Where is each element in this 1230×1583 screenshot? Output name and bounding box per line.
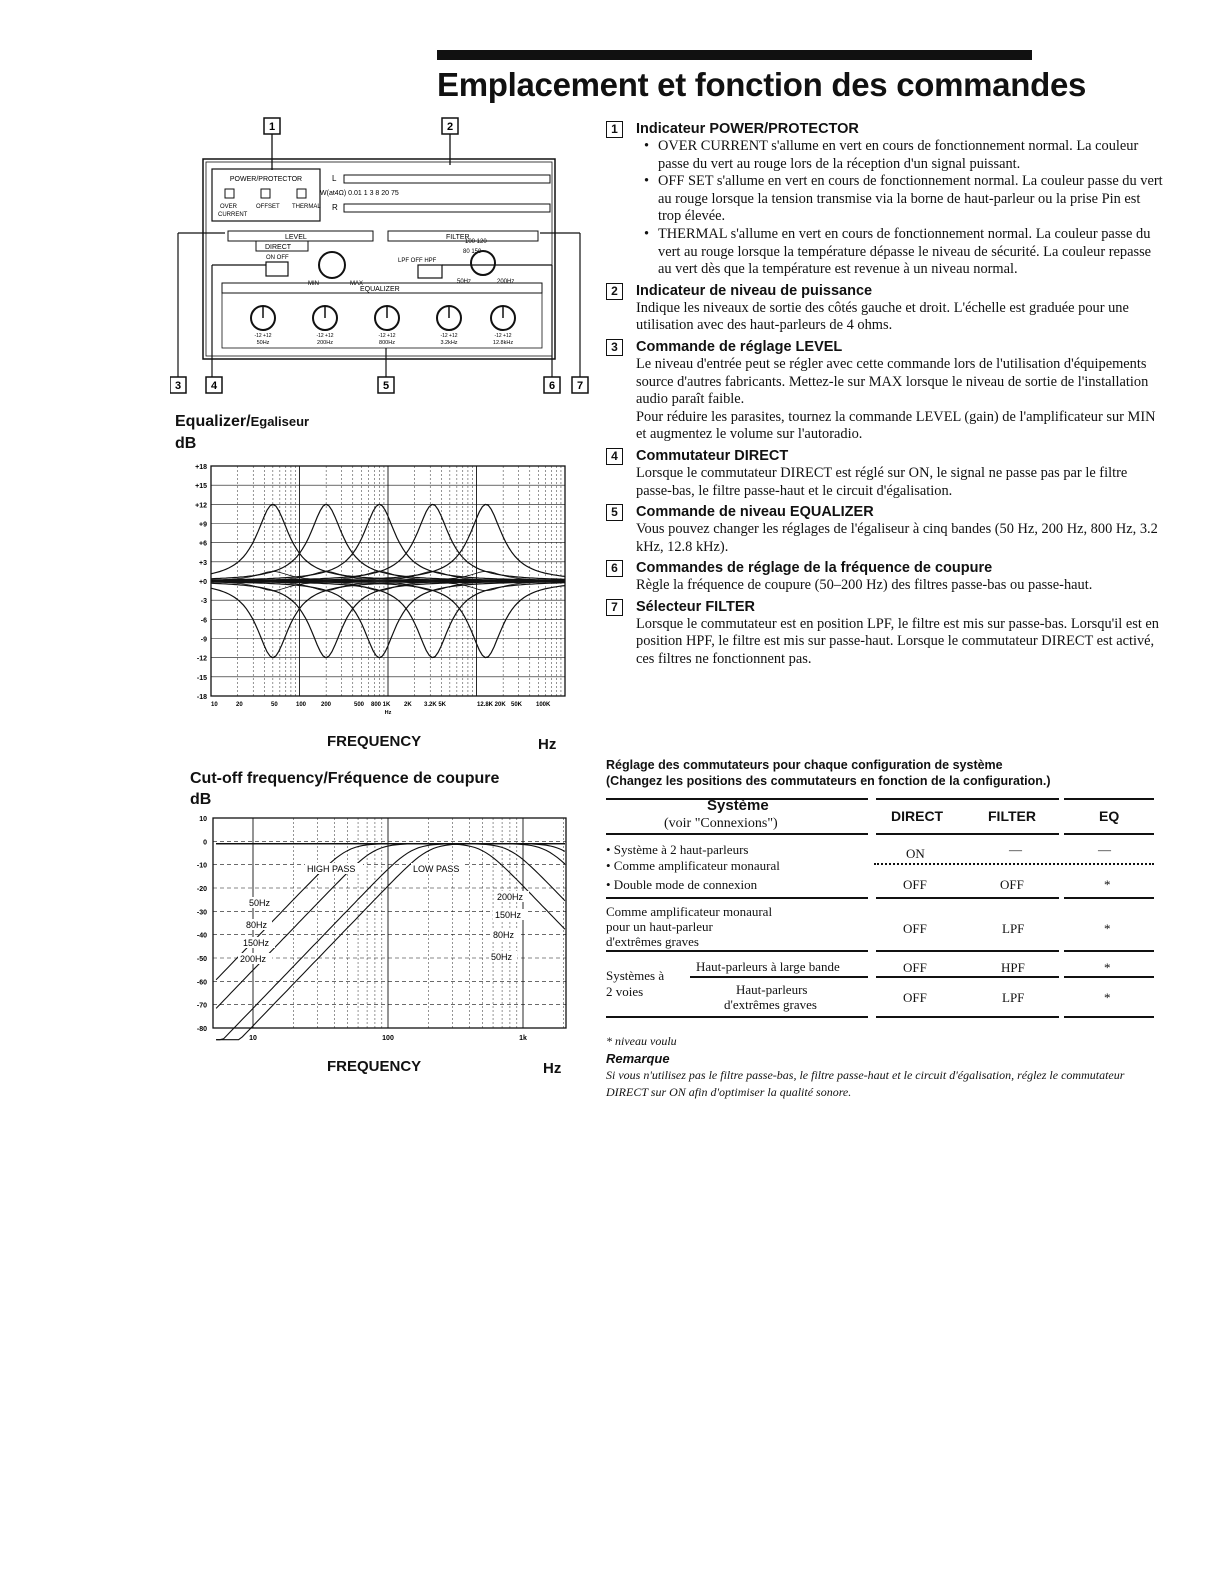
list-item: • OFF SET s'allume en vert en cours de fonctionnement normal. La couleur passe du vert au rouge lorsque la tension transmise via la borne de haut-parleur ou la prise Pin est trop élevée. — [658, 173, 1166, 226]
eq-range-label: -12 +12 — [316, 333, 334, 339]
eq-band-label: 200Hz — [317, 340, 333, 346]
cell-direct: OFF — [903, 990, 927, 1005]
section-text: Vous pouvez changer les réglages de l'égaliseur à cinq bandes (50 Hz, 200 Hz, 800 Hz, 3.2 kHz, 12.8 kHz). — [636, 521, 1158, 555]
eq-ytick: +12 — [195, 502, 207, 510]
section-heading: Commande de niveau EQUALIZER — [636, 504, 874, 521]
eq-ytick: +15 — [195, 483, 207, 491]
eq-ytick: +0 — [199, 579, 207, 586]
col-system: Système — [707, 797, 769, 814]
svg-text:4: 4 — [210, 380, 218, 392]
cut-ytick: -70 — [196, 1002, 207, 1010]
cell-direct: OFF — [903, 877, 927, 892]
table-row: • Comme amplificateur monaural — [606, 858, 780, 873]
table-row: • Système à 2 haut-parleurs — [606, 842, 749, 857]
eq-xtick: 200 — [321, 702, 332, 708]
table-row: pour un haut-parleur — [606, 919, 713, 934]
svg-text:ON OFF: ON OFF — [266, 255, 289, 261]
section-number: 6 — [606, 560, 623, 577]
cell-eq: * — [1104, 921, 1111, 936]
cell-filter: OFF — [1000, 877, 1024, 892]
eq-xtick: 20 — [236, 702, 243, 708]
section-text: Lorsque le commutateur DIRECT est réglé sur ON, le signal ne passe pas par le filtre passe-bas, le filtre passe-haut et le circuit d'égalisation. — [636, 464, 1128, 499]
list-item: • OVER CURRENT s'allume en vert en cours de fonctionnement normal. La couleur passe du vert au rouge lors de la réception d'un signal puissant. — [658, 138, 1166, 173]
section-text: Pour réduire les parasites, tournez la commande LEVEL (gain) de l'amplificateur sur MIN et augmentez le volume sur l'autoradio. — [636, 408, 1156, 443]
section-text: Indique les niveaux de sortie des côtés gauche et droit. L'échelle est graduée pour une utilisation avec des haut-parleurs de 4 ohms. — [636, 299, 1129, 334]
svg-text:1: 1 — [268, 121, 276, 133]
section-heading: Commutateur DIRECT — [636, 447, 789, 464]
eq-range-label: -12 +12 — [378, 333, 396, 339]
hp-freq-label: 200Hz — [240, 954, 267, 964]
section-text: Lorsque le commutateur est en position LPF, le filtre est mis sur passe-bas. Lorsqu'il est en position HPF, le filtre est mis sur passe-haut. Lorsque le commutateur DIRECT est activé, ces filtres ne fonctionnent pas. — [636, 615, 1160, 668]
eq-ytick: +9 — [199, 521, 207, 529]
eq-band-label: 12.8kHz — [492, 340, 514, 346]
eq-xtick: 100 — [296, 702, 307, 708]
cell-filter: HPF — [1001, 960, 1025, 975]
cell-eq: * — [1104, 877, 1111, 892]
eq-band-label: 3.2kHz — [440, 340, 458, 346]
col-direct: DIRECT — [891, 808, 944, 824]
cut-graph — [185, 808, 585, 1048]
table-row: d'extrêmes graves — [606, 934, 699, 949]
eq-graph-xlabel: FREQUENCY — [327, 733, 422, 750]
svg-text:CURRENT: CURRENT — [218, 212, 248, 218]
eq-xtick: 800 1K — [371, 702, 391, 708]
table-row: Systèmes à — [606, 968, 665, 983]
eq-range-label: -12 +12 — [440, 333, 458, 339]
svg-text:FILTER: FILTER — [446, 234, 470, 241]
svg-text:100 120: 100 120 — [465, 239, 487, 245]
svg-text:W(at4Ω) 0.01 1 3 8 20: W(at4Ω) 0.01 1 3 8 20 75 — [320, 190, 399, 197]
eq-band-label: 800Hz — [379, 340, 395, 346]
eq-graph-svg — [175, 458, 575, 758]
section-number: 5 — [606, 504, 623, 521]
cut-xtick: 100 — [382, 1035, 394, 1042]
cell-filter: — — [1009, 842, 1022, 857]
table-row: • Double mode de connexion — [606, 877, 758, 892]
cut-graph-xlabel: FREQUENCY — [327, 1058, 422, 1075]
cut-graph-svg — [185, 808, 585, 1048]
section-equalizer-level — [606, 503, 1166, 556]
cell-eq: — — [1098, 842, 1111, 857]
table-row: d'extrêmes graves — [724, 997, 817, 1012]
eq-xtick: 50 — [271, 702, 278, 708]
note-text: Si vous n'utilisez pas le filtre passe-bas, le filtre passe-haut et le circuit d'égalisation, réglez le commutateur DIRECT sur ON afin d'optimiser la qualité sonore. — [606, 1068, 1125, 1099]
amplifier-panel-illustration — [170, 115, 590, 400]
svg-text:OFFSET: OFFSET — [256, 204, 280, 210]
list-item: • THERMAL s'allume en vert en cours de fonctionnement normal. La couleur passe du vert au rouge lorsque la température dépasse le niveau de sécurité. La couleur repasse au vert dès que la température est revenue à un niveau normal. — [658, 226, 1166, 279]
eq-ytick: +18 — [195, 464, 207, 471]
cut-ytick: -80 — [196, 1026, 207, 1033]
eq-xtick: 12.8K 20K — [477, 702, 506, 708]
section-level-control — [606, 338, 1166, 444]
svg-text:POWER/PROTECTOR: POWER/PROTECTOR — [229, 176, 303, 183]
svg-text:OVER: OVER — [220, 204, 238, 210]
cell-direct: OFF — [903, 921, 927, 936]
section-number: 7 — [606, 599, 623, 616]
table-row: 2 voies — [606, 984, 644, 999]
note-heading: Remarque — [606, 1051, 670, 1066]
section-cutoff-frequency — [606, 559, 1166, 595]
note-block — [606, 1033, 1166, 1101]
cell-filter: LPF — [1002, 921, 1025, 936]
cut-ytick: -10 — [196, 862, 207, 870]
panel-drawing — [170, 115, 590, 400]
cut-ytick: -30 — [196, 909, 207, 917]
cut-ytick: 0 — [203, 839, 207, 847]
cell-direct: ON — [906, 846, 925, 861]
eq-xtick: 100K — [536, 702, 551, 708]
eq-graph-title: Equalizer/Egaliseur — [175, 413, 310, 430]
eq-ytick: +3 — [199, 559, 207, 567]
cell-eq: * — [1104, 960, 1111, 975]
lp-freq-label: 200Hz — [497, 892, 524, 902]
hp-freq-label: 80Hz — [246, 920, 268, 930]
eq-xtick: 3.2K 5K — [424, 702, 447, 708]
svg-text:EQUALIZER: EQUALIZER — [360, 286, 400, 293]
svg-text:6: 6 — [548, 380, 556, 392]
col-filter: FILTER — [988, 808, 1036, 824]
section-number: 2 — [606, 283, 623, 300]
svg-text:L: L — [332, 174, 337, 183]
eq-ytick: -18 — [196, 694, 207, 701]
lp-freq-label: 150Hz — [495, 910, 522, 920]
section-heading: Commandes de réglage de la fréquence de coupure — [636, 560, 993, 577]
section-heading: Commande de réglage LEVEL — [636, 338, 843, 355]
section-number: 1 — [606, 121, 623, 138]
svg-text:200Hz: 200Hz — [497, 279, 515, 285]
cut-graph-title: Cut-off frequency/Fréquence de coupure — [190, 770, 500, 787]
section-power-protector — [606, 120, 1166, 279]
svg-text:3: 3 — [174, 380, 182, 392]
section-filter-selector — [606, 598, 1166, 669]
svg-text:2: 2 — [446, 121, 454, 133]
config-table — [604, 795, 1154, 1025]
eq-ytick: -6 — [200, 617, 207, 625]
section-heading: Sélecteur FILTER — [636, 598, 755, 615]
eq-graph-unit: Hz — [538, 736, 557, 753]
col-system-sub: (voir "Connexions") — [664, 816, 778, 831]
eq-graph — [175, 458, 575, 758]
svg-text:R: R — [332, 203, 338, 212]
eq-ytick: -15 — [196, 674, 207, 682]
note-star: * niveau voulu — [606, 1034, 677, 1048]
cut-ytick: -20 — [196, 886, 207, 893]
svg-text:MIN: MIN — [308, 281, 319, 287]
eq-xtick: 50K — [511, 702, 523, 708]
cut-ytick: 10 — [199, 816, 207, 823]
svg-text:5: 5 — [382, 380, 390, 392]
eq-ytick: +6 — [199, 540, 207, 548]
col-eq: EQ — [1099, 808, 1120, 824]
cut-graph-unit: Hz — [543, 1060, 562, 1077]
section-heading: Indicateur POWER/PROTECTOR — [636, 121, 859, 137]
eq-band-label: 50Hz — [256, 340, 270, 346]
eq-range-label: -12 +12 — [254, 333, 272, 339]
cell-eq: * — [1104, 990, 1111, 1005]
cut-graph-ylabel: dB — [190, 791, 212, 808]
title-rule — [437, 50, 1032, 60]
svg-text:50Hz: 50Hz — [457, 279, 472, 285]
svg-text:80 150: 80 150 — [463, 249, 482, 255]
svg-text:LPF OFF HPF: LPF OFF HPF — [398, 258, 437, 264]
sections-column — [606, 120, 1166, 672]
cut-ytick: -60 — [196, 979, 207, 987]
section-heading: Indicateur de niveau de puissance — [636, 282, 873, 299]
svg-text:DIRECT: DIRECT — [265, 244, 292, 251]
eq-ytick: -3 — [200, 598, 207, 606]
eq-graph-ylabel: dB — [175, 435, 197, 452]
table-row: Haut-parleurs à large bande — [696, 959, 840, 974]
section-power-level — [606, 282, 1166, 335]
table-row: Comme amplificateur monaural — [606, 904, 773, 919]
svg-text:MAX: MAX — [350, 281, 364, 287]
section-text: Règle la fréquence de coupure (50–200 Hz) des filtres passe-bas ou passe-haut. — [636, 577, 1093, 594]
table-row: Haut-parleurs — [736, 982, 808, 997]
eq-xtick: 500 — [354, 702, 365, 708]
eq-xtick: 10 — [211, 702, 218, 708]
eq-xtick-unit: Hz — [384, 710, 392, 716]
svg-text:7: 7 — [576, 380, 584, 392]
page-title: Emplacement et fonction des commandes — [437, 66, 1087, 103]
cut-xtick: 1k — [519, 1035, 527, 1042]
section-direct-switch — [606, 447, 1166, 500]
eq-ytick: -12 — [196, 655, 207, 663]
high-pass-label: HIGH PASS — [307, 864, 356, 874]
lp-freq-label: 80Hz — [493, 930, 515, 940]
cell-direct: OFF — [903, 960, 927, 975]
hp-freq-label: 150Hz — [243, 938, 270, 948]
svg-text:LEVEL: LEVEL — [285, 234, 307, 241]
section-number: 4 — [606, 448, 623, 465]
cell-filter: LPF — [1002, 990, 1025, 1005]
cut-ytick: -50 — [196, 956, 207, 963]
svg-text:THERMAL: THERMAL — [292, 204, 321, 210]
section-text: Le niveau d'entrée peut se régler avec cette commande lors de l'utilisation d'équipements source d'autres fabricants. Mettez-le sur MAX lorsque le niveau de sortie de l'installation audio paraît faible. — [636, 355, 1149, 408]
low-pass-label: LOW PASS — [413, 864, 460, 874]
section-number: 3 — [606, 339, 623, 356]
eq-range-label: -12 +12 — [494, 333, 512, 339]
config-heading: Réglage des commutateurs pour chaque configuration de système (Changez les positions des commutateurs en fonction de la configuration.) — [606, 758, 1051, 788]
low-pass-curve — [216, 844, 565, 864]
eq-ytick: -9 — [200, 636, 207, 644]
hp-freq-label: 50Hz — [249, 898, 271, 908]
cut-xtick: 10 — [249, 1035, 257, 1042]
cut-ytick: -40 — [196, 932, 207, 940]
lp-freq-label: 50Hz — [491, 952, 513, 962]
eq-xtick: 2K — [404, 702, 412, 708]
low-pass-curve — [216, 844, 565, 852]
